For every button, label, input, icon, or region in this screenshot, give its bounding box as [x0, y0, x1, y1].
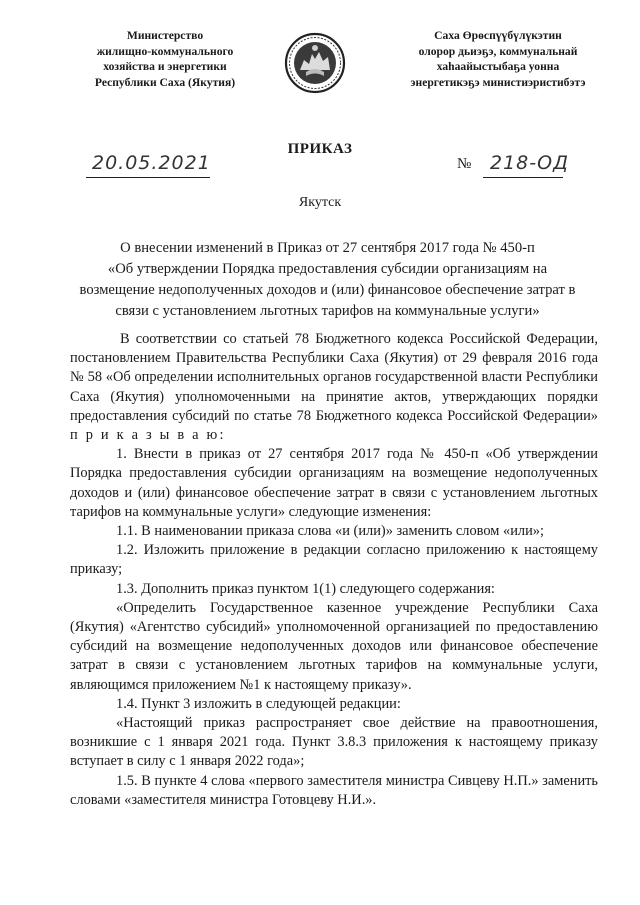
- paragraph-1-3: 1.3. Дополнить приказ пунктом 1(1) следующего содержания:: [116, 580, 495, 597]
- paragraph-1-4: 1.4. Пункт 3 изложить в следующей редакции:: [116, 695, 401, 712]
- preamble-paragraph: [70, 330, 598, 445]
- order-number: 218-ОД: [490, 152, 569, 174]
- ministry-line: Республики Саха (Якутия): [94, 75, 236, 89]
- number-underline: [483, 177, 563, 178]
- heading-line: возмещение недополученных доходов и (или) финансовое обеспечение затрат в: [79, 282, 576, 298]
- ministry-line: олорор дьиэҕэ, коммунальнай: [418, 44, 578, 58]
- heading-line: «Об утверждении Порядка предоставления субсидии организациям на: [107, 261, 548, 277]
- document-body: [70, 330, 598, 810]
- date-underline: [86, 177, 210, 178]
- preamble-text: В соответствии со статьей 78 Бюджетного кодекса Российской Федерации, постановлением Правительства Республики Саха (Якутия) от 29 февраля 2016 года № 58 «Об определении исполнительных органов государственной власти Республики Саха (Якутия) уполномоченными на принятие актов, утверждающих порядки предоставления субсидий по статье 78 Бюджетного кодекса Российской Федерации»: [70, 331, 598, 424]
- coat-of-arms-emblem-icon: [284, 30, 346, 96]
- order-title: ПРИКАЗ: [287, 141, 353, 157]
- order-word: п р и к а з ы в а ю:: [70, 427, 226, 444]
- paragraph-1-3-quote: «Определить Государственное казенное учреждение Республики Саха (Якутия) «Агентство субсидий» уполномоченной организацией по предоставлению субсидий на возмещение недополученных доходов или финансовое обеспечение затрат в связи с установлением льготных тарифов на коммунальные услуги, являющимся приложением №1 к настоящему приказу».: [70, 599, 598, 693]
- ministry-line: жилищно-коммунального: [96, 44, 234, 58]
- heading-line: О внесении изменений в Приказ от 27 сентября 2017 года № 450-п: [120, 240, 535, 256]
- ministry-line: хозяйства и энергетики: [103, 60, 227, 73]
- heading-line: связи с установлением льготных тарифов на коммунальные услуги»: [115, 303, 540, 319]
- ministry-line: хаһаайыстыбаҕа уонна: [436, 60, 560, 73]
- order-date: 20.05.2021: [92, 152, 211, 174]
- ministry-line: Министерство: [126, 29, 204, 42]
- city-name: Якутск: [298, 195, 342, 210]
- paragraph-1: 1. Внести в приказ от 27 сентября 2017 года № 450-п «Об утверждении Порядка предоставления субсидии организациям на возмещение недополученных доходов и (или) финансовое обеспечение затрат в связи с установлением льготных тарифов на коммунальные услуги» следующие изменения:: [70, 446, 598, 520]
- ministry-line: энергетикэҕэ министиэристибэтэ: [410, 75, 586, 89]
- paragraph-1-2: 1.2. Изложить приложение в редакции согласно приложению к настоящему приказу;: [70, 542, 598, 578]
- paragraph-1-1: 1.1. В наименовании приказа слова «и (или)» заменить словом «или»;: [116, 523, 544, 540]
- document-heading: [70, 238, 585, 322]
- ministry-name-sakha: [378, 28, 618, 90]
- ministry-line: Саха Өрөспүүбүлүкэтин: [434, 29, 562, 42]
- paragraph-1-4-quote: «Настоящий приказ распространяет свое действие на правоотношения, возникшие с 1 января 2021 года. Пункт 3.8.3 приложения к настоящему приказу вступает в силу с 1 января 2022 года»;: [70, 715, 598, 770]
- paragraph-1-5: 1.5. В пункте 4 слова «первого заместителя министра Сивцеву Н.П.» заменить словами «заместителя министра Готовцеву Н.И.».: [70, 772, 598, 808]
- number-sign: №: [457, 156, 472, 172]
- ministry-name-russian: [58, 28, 272, 90]
